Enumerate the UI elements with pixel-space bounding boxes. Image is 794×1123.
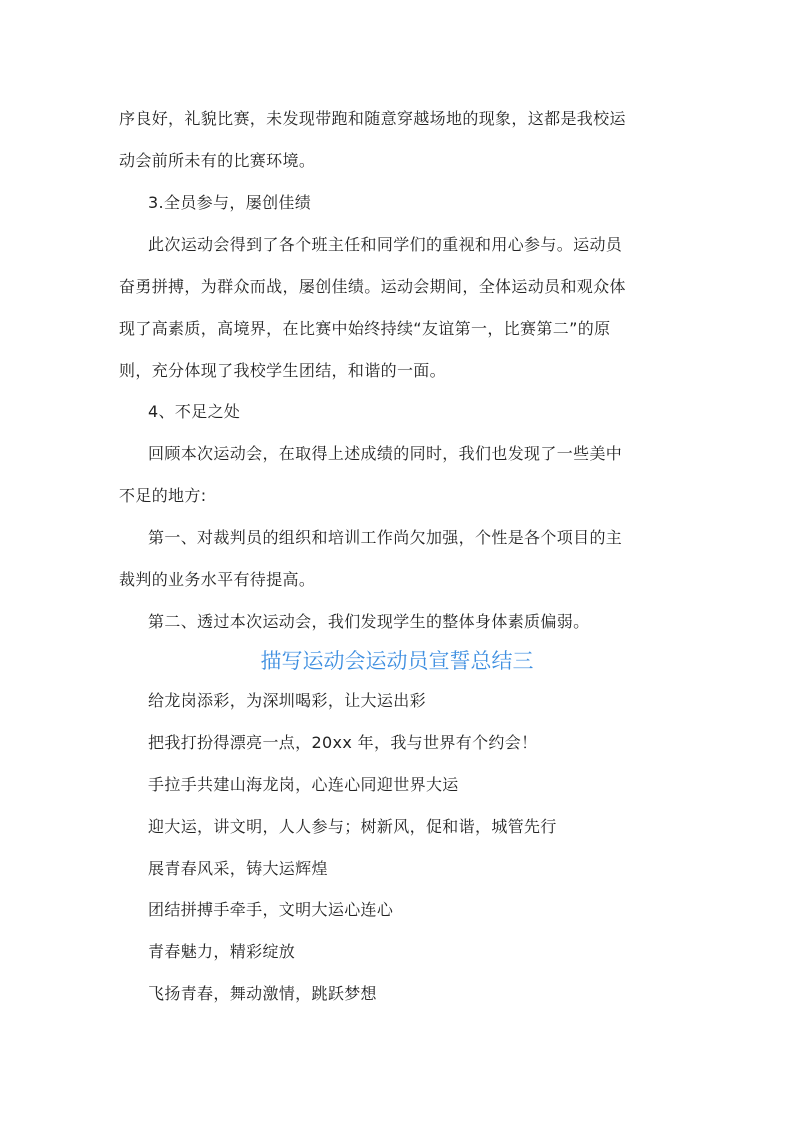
paragraph-line: 裁判的业务水平有待提高。 <box>119 570 316 589</box>
slogan-line: 青春魅力，精彩绽放 <box>148 942 296 961</box>
paragraph-line: 回顾本次运动会，在取得上述成绩的同时，我们也发现了一些美中 <box>148 444 623 463</box>
slogan-line: 给龙岗添彩，为深圳喝彩，让大运出彩 <box>148 691 426 710</box>
slogan-line: 手拉手共建山海龙岗，心连心同迎世界大运 <box>148 775 459 794</box>
slogan-line: 团结拼搏手牵手，文明大运心连心 <box>148 900 394 919</box>
paragraph-line: 则，充分体现了我校学生团结，和谐的一面。 <box>119 361 447 380</box>
section-heading: 3.全员参与，屡创佳绩 <box>148 193 312 212</box>
section-title: 描写运动会运动员宣誓总结三 <box>260 649 534 673</box>
paragraph-line: 此次运动会得到了各个班主任和同学们的重视和用心参与。运动员 <box>148 235 623 254</box>
paragraph-line: 奋勇拼搏，为群众而战，屡创佳绩。运动会期间，全体运动员和观众体 <box>119 277 626 296</box>
paragraph-line: 第二、透过本次运动会，我们发现学生的整体身体素质偏弱。 <box>148 612 590 631</box>
slogan-line: 飞扬青春，舞动激情，跳跃梦想 <box>148 984 377 1003</box>
slogan-line: 迎大运，讲文明，人人参与；树新风，促和谐，城管先行 <box>148 817 557 836</box>
slogan-line: 展青春风采，铸大运辉煌 <box>148 859 328 878</box>
paragraph-line: 动会前所未有的比赛环境。 <box>119 151 316 170</box>
paragraph-line: 序良好，礼貌比赛，未发现带跑和随意穿越场地的现象，这都是我校运 <box>119 109 626 128</box>
section-heading: 4、不足之处 <box>148 402 241 421</box>
paragraph-line: 不足的地方: <box>119 486 207 505</box>
paragraph-line: 现了高素质，高境界，在比赛中始终持续“友谊第一，比赛第二”的原 <box>119 319 611 338</box>
paragraph-line: 第一、对裁判员的组织和培训工作尚欠加强，个性是各个项目的主 <box>148 528 623 547</box>
slogan-line: 把我打扮得漂亮一点，20xx 年，我与世界有个约会！ <box>148 733 538 752</box>
